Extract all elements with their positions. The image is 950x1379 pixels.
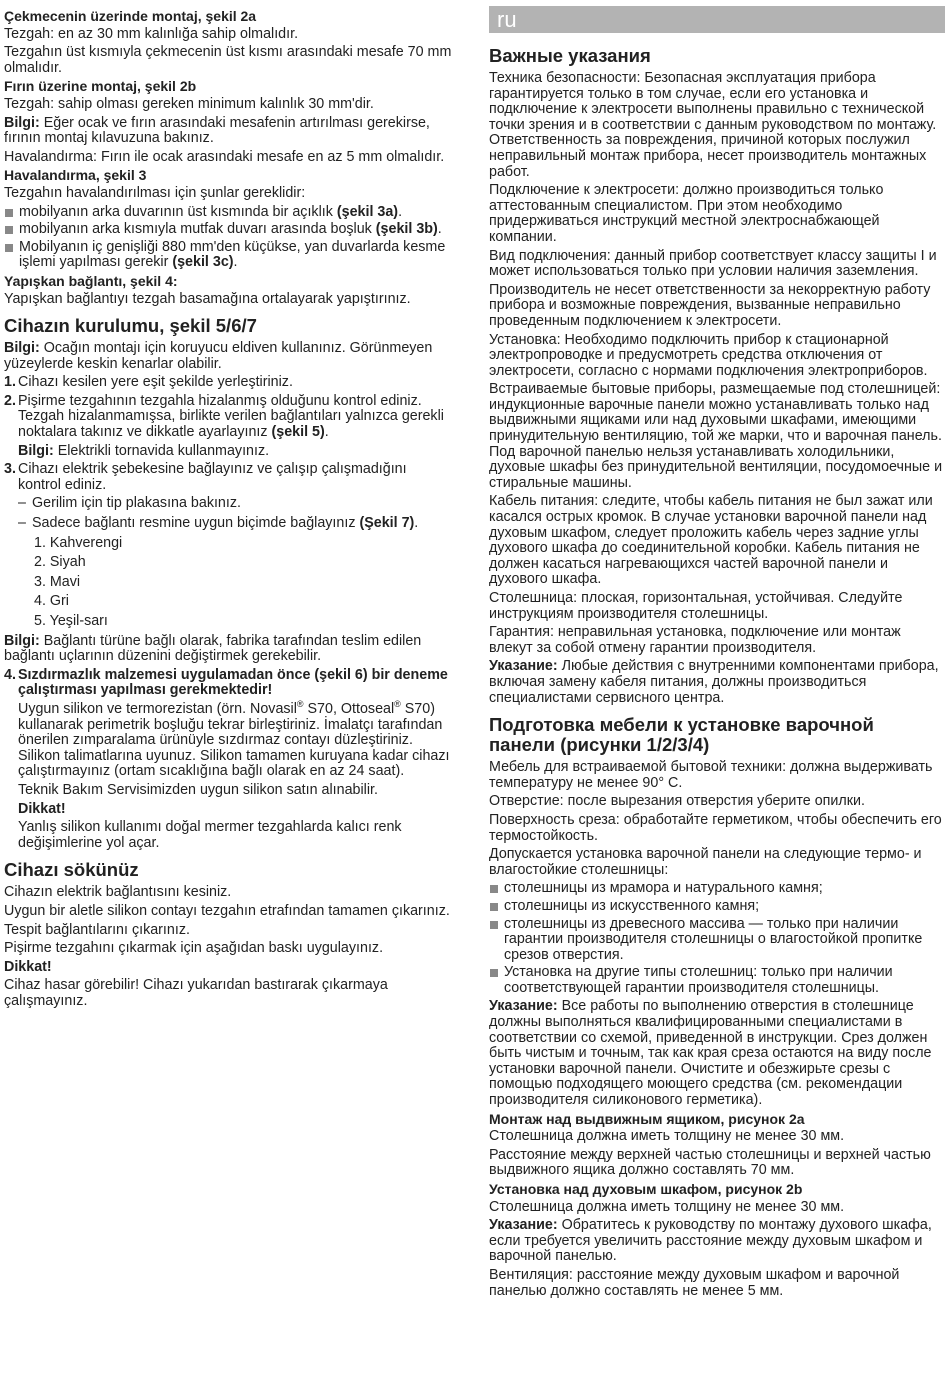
note-text: Ocağın montajı için koruyucu eldiven kullanınız. Görünmeyen yüzeylerde keskin kenarlar olabilir. [4, 340, 433, 372]
paragraph [489, 1218, 945, 1265]
paragraph: Yapışkan bağlantıyı tezgah basamağına ortalayarak yapıştırınız. [4, 290, 411, 307]
list-item-text: mobilyanın arka kısmıyla mutfak duvarı arasında boşluk [19, 221, 376, 238]
paragraph: Tezgahın havalandırılması için şunlar gereklidir: [4, 184, 306, 201]
paragraph: Uygun bir aletle silikon contayı tezgahın etrafından tamamen çıkarınız. [4, 902, 450, 919]
paragraph: Мебель для встраиваемой бытовой техники: должна выдерживать температуру не менее 90° C. [489, 759, 933, 791]
paragraph [4, 341, 452, 372]
warning-label: Dikkat! [4, 958, 52, 975]
dash-item-text: Sadece bağlantı resmine uygun biçimde bağlayınız [32, 515, 360, 532]
note-label: Указание: [489, 1217, 558, 1234]
list-item [4, 205, 452, 221]
section-heading: Установка над духовым шкафом, рисунок 2b [489, 1181, 803, 1197]
note-label: Указание: [489, 658, 558, 675]
step-4: 4. Sızdırmazlık malzemesi uygulamadan önce (şekil 6) bir deneme çalıştırması yapılması gerekmektedir! [4, 666, 448, 699]
list-item: столешницы из искусственного камня; [489, 899, 945, 915]
paragraph: Havalandırma: Fırın ile ocak arasındaki mesafe en az 5 mm olmalıdır. [4, 148, 445, 165]
paragraph: Вид подключения: данный прибор соответствует классу защиты I и может использоваться только при условии наличия заземления. [489, 247, 937, 280]
paragraph: Столешница должна иметь толщину не менее 30 мм. [489, 1198, 845, 1215]
wire-color: 3. Mavi [34, 573, 81, 590]
paragraph [489, 659, 945, 706]
step-text: Cihazı kesilen yere eşit şekilde yerleştiriniz. [18, 374, 293, 391]
list-item [4, 222, 452, 238]
list-item-tail: . [398, 203, 403, 220]
step-3: 3. Cihazı elektrik şebekesine bağlayınız ve çalışıp çalışmadığını kontrol ediniz. [4, 461, 407, 493]
paragraph [4, 116, 452, 147]
note-text: Bağlantı türüne bağlı olarak, fabrika tarafından teslim edilen bağlantı uçlarının düzenini değiştirmek gerekebilir. [4, 632, 422, 665]
paragraph: Производитель не несет ответственности за некорректную работу прибора и возможные повреждения, вызванные неправильно проведенным подключением к электросети. [489, 281, 931, 329]
note-label: Bilgi: [18, 442, 54, 459]
dash-item: – Gerilim için tip plakasına bakınız. [18, 495, 241, 512]
step-text: Pişirme tezgahının tezgahla hizalanmış olduğunu kontrol ediniz. Tezgah hizalanmamışsa, birlikte verilen bağlantıları yalnızca gerekli noktalara takınız ve dikkatle ayarlayınız [18, 392, 444, 441]
wire-color: 2. Siyah [34, 554, 86, 571]
warning-label: Dikkat! [18, 800, 66, 817]
list-item-text: Mobilyanın iç genişliği 880 mm'den küçükse, yan duvarlarda kesme işlemi yapılması gerekir [19, 238, 446, 271]
paragraph: Установка: Необходимо подключить прибор к стационарной электропроводке и предусмотреть средства отключения от электросети, согласно с нормами подключения электроприборов. [489, 331, 928, 379]
paragraph: Вентиляция: расстояние между духовым шкафом и варочной панелью должно составлять не менее 5 мм. [489, 1266, 900, 1299]
left-column-turkish [4, 6, 452, 1012]
paragraph: Поверхность среза: обработайте герметиком, чтобы обеспечить его термостойкость. [489, 811, 942, 844]
list-item: столешницы из мрамора и натурального камня; [489, 881, 945, 897]
language-tag: ru [489, 6, 945, 33]
step-note [4, 444, 452, 460]
paragraph: Cihaz hasar görebilir! Cihazı yukarıdan bastırarak çıkarmaya çalışmayınız. [4, 977, 388, 1009]
step-text: Cihazı elektrik şebekesine bağlayınız ve çalışıp çalışmadığını kontrol ediniz. [18, 461, 407, 493]
step-text: Sızdırmazlık malzemesi uygulamadan önce (şekil 6) bir deneme çalıştırması yapılması gerekmektedir! [18, 666, 448, 699]
figure-ref: (şekil 5) [271, 424, 325, 441]
section-heading: Монтаж над выдвижным ящиком, рисунок 2а [489, 1110, 805, 1127]
paragraph: Tezgah: sahip olması gereken minimum kalınlık 30 mm'dir. [4, 95, 374, 112]
right-column-russian [489, 6, 945, 1302]
note-label: Указание: [489, 998, 558, 1015]
list-item-tail: . [437, 221, 442, 238]
section-heading: Fırın üzerine montaj, şekil 2b [4, 78, 197, 95]
dash-item: – Sadece bağlantı resmine uygun biçimde bağlayınız (Şekil 7). [18, 515, 419, 532]
paragraph: Tezgahın üst kısmıyla çekmecenin üst kısmı arasındaki mesafe 70 mm olmalıdır. [4, 44, 452, 76]
paragraph: Встраиваемые бытовые приборы, размещаемые под столешницей: индукционные варочные панели можно устанавливать только над выдвижными ящиками или над духовыми шкафами, имеющими принудительную вентиляцию, той же марки, что и варочная панель. Под варочной панелью нельзя устанавливать холодильники, духовые шкафы без принудительной вентиляции, посудомоечные и стиральные машины. [489, 381, 943, 491]
paragraph: Подключение к электросети: должно производиться только аттестованным специалистом. При этом необходимо придерживаться инструкций местной электроснабжающей компании. [489, 182, 884, 245]
bullet-list [4, 205, 452, 271]
figure-ref: (Şekil 7) [359, 515, 415, 532]
note-text: Обратитесь к руководству по монтажу духового шкафа, если требуется увеличить расстояние между духовым шкафом и варочной панелью. [489, 1217, 932, 1265]
wire-color: 4. Gri [34, 593, 69, 610]
list-item-text: mobilyanın arka duvarının üst kısmında bir açıklık [19, 203, 337, 220]
paragraph: Отверстие: после вырезания отверстия уберите опилки. [489, 793, 865, 810]
note-label: Bilgi: [4, 114, 40, 131]
section-heading: Çekmecenin üzerinde montaj, şekil 2a [4, 8, 257, 24]
paragraph [4, 634, 452, 665]
section-heading: Havalandırma, şekil 3 [4, 167, 147, 184]
step-2: 2. Pişirme tezgahının tezgahla hizalanmış olduğunu kontrol ediniz. Tezgah hizalanmamışsa, birlikte verilen bağlantıları yalnızca gerekli noktalara takınız ve dikkatle ayarlayınız (şekil 5). [4, 392, 444, 441]
paragraph: Техника безопасности: Безопасная эксплуатация прибора гарантируется только в том случае, если его установка и подключение к электросети выполнены правильно с технической точки зрения и в соответствии с данным руководством по монтажу. Ответственность за повреждения, причиной которых послужил неправильный монтаж прибора, несет производитель монтажных работ. [489, 70, 937, 180]
paragraph: Teknik Bakım Servisimizden uygun silikon satın alınabilir. [18, 781, 378, 798]
note-text: Все работы по выполнению отверстия в столешнице должны выполняться квалифицированными специалистами в соответствии со схемой, приведенной в инструкции. Срез должен быть чистым и точным, так как края среза остаются на виду после установки варочной панели. Очистите и обезжирьте срезы с помощью подходящего моющего средства (см. рекомендации производителя силиконового герметика). [489, 998, 932, 1109]
paragraph: Pişirme tezgahını çıkarmak için aşağıdan baskı uygulayınız. [4, 940, 384, 957]
figure-ref: (şekil 3c) [172, 254, 234, 271]
dash-item-text: Gerilim için tip plakasına bakınız. [32, 495, 241, 512]
paragraph [489, 999, 945, 1108]
list-item-tail: . [233, 254, 238, 271]
list-item: Установка на другие типы столешниц: только при наличии соответствующей гарантии производителя столешницы. [489, 965, 945, 996]
paragraph: Расстояние между верхней частью столешницы и верхней частью выдвижного ящика должно составлять 70 мм. [489, 1146, 931, 1179]
note-text: Elektrikli tornavida kullanmayınız. [53, 442, 270, 459]
figure-ref: (şekil 3a) [336, 203, 399, 220]
paragraph: Столешница: плоская, горизонтальная, устойчивая. Следуйте инструкциям производителя столешницы. [489, 590, 903, 622]
paragraph: Tezgah: en az 30 mm kalınlığa sahip olmalıdır. [4, 25, 299, 42]
step-1: 1. Cihazı kesilen yere eşit şekilde yerleştiriniz. [4, 374, 293, 391]
paragraph: Uygun silikon ve termorezistan (örn. Novasil® S70, Ottoseal® S70) kullanarak perimetrik boşluğu tekrar birleştiriniz. İmalatçı tarafından önerilen zımparalama ürünüyle sızdırmaz contayı düzleştiriniz. Silikon talimatlarına uyunuz. Silikon tamamen kuruyana kadar cihazı çalıştırmayınız (ortam sıcaklığına bağlı olarak en az 24 saat). [18, 699, 450, 780]
chapter-heading: Подготовка мебели к установке варочной панели (рисунки 1/2/3/4) [489, 714, 874, 756]
paragraph: Допускается установка варочной панели на следующие термо- и влагостойкие столешницы: [489, 846, 922, 878]
chapter-heading: Важные указания [489, 45, 651, 66]
note-text: Любые действия с внутренними компонентами прибора, включая замену кабеля питания, должны производиться специалистами сервисного центра. [489, 658, 939, 706]
list-item: столешницы из древесного массива — только при наличии гарантии производителя столешницы о влагостойкой пропитке срезов отверстия. [489, 917, 945, 964]
chapter-heading: Cihazı sökünüz [4, 859, 139, 881]
chapter-heading: Cihazın kurulumu, şekil 5/6/7 [4, 315, 257, 337]
wire-color: 1. Kahverengi [34, 534, 123, 551]
bullet-list [489, 881, 945, 996]
note-text: Eğer ocak ve fırın arasındaki mesafenin artırılması gerekirse, fırının montaj kılavuzuna bakınız. [4, 114, 430, 147]
paragraph: Гарантия: неправильная установка, подключение или монтаж влекут за собой отмену гарантии производителя. [489, 624, 901, 656]
paragraph: Yanlış silikon kullanımı doğal mermer tezgahlarda kalıcı renk değişimlerine yol açar. [18, 819, 402, 851]
note-label: Bilgi: [4, 340, 40, 357]
paragraph: Tespit bağlantılarını çıkarınız. [4, 921, 190, 938]
paragraph: Кабель питания: следите, чтобы кабель питания не был зажат или касался острых кромок. В случае установки варочной панели над духовым шкафом, следует проложить кабель через задние углы духового шкафа до соединительной коробки. Кабель питания не должен касаться нагревающихся частей варочной панели и духового шкафа. [489, 493, 933, 588]
paragraph: Cihazın elektrik bağlantısını kesiniz. [4, 884, 232, 901]
paragraph: Столешница должна иметь толщину не менее 30 мм. [489, 1128, 845, 1145]
section-heading: Yapışkan bağlantı, şekil 4: [4, 272, 178, 289]
note-label: Bilgi: [4, 632, 40, 649]
figure-ref: (şekil 3b) [375, 221, 438, 238]
wire-color: 5. Yeşil-sarı [34, 613, 108, 629]
list-item [4, 240, 452, 271]
